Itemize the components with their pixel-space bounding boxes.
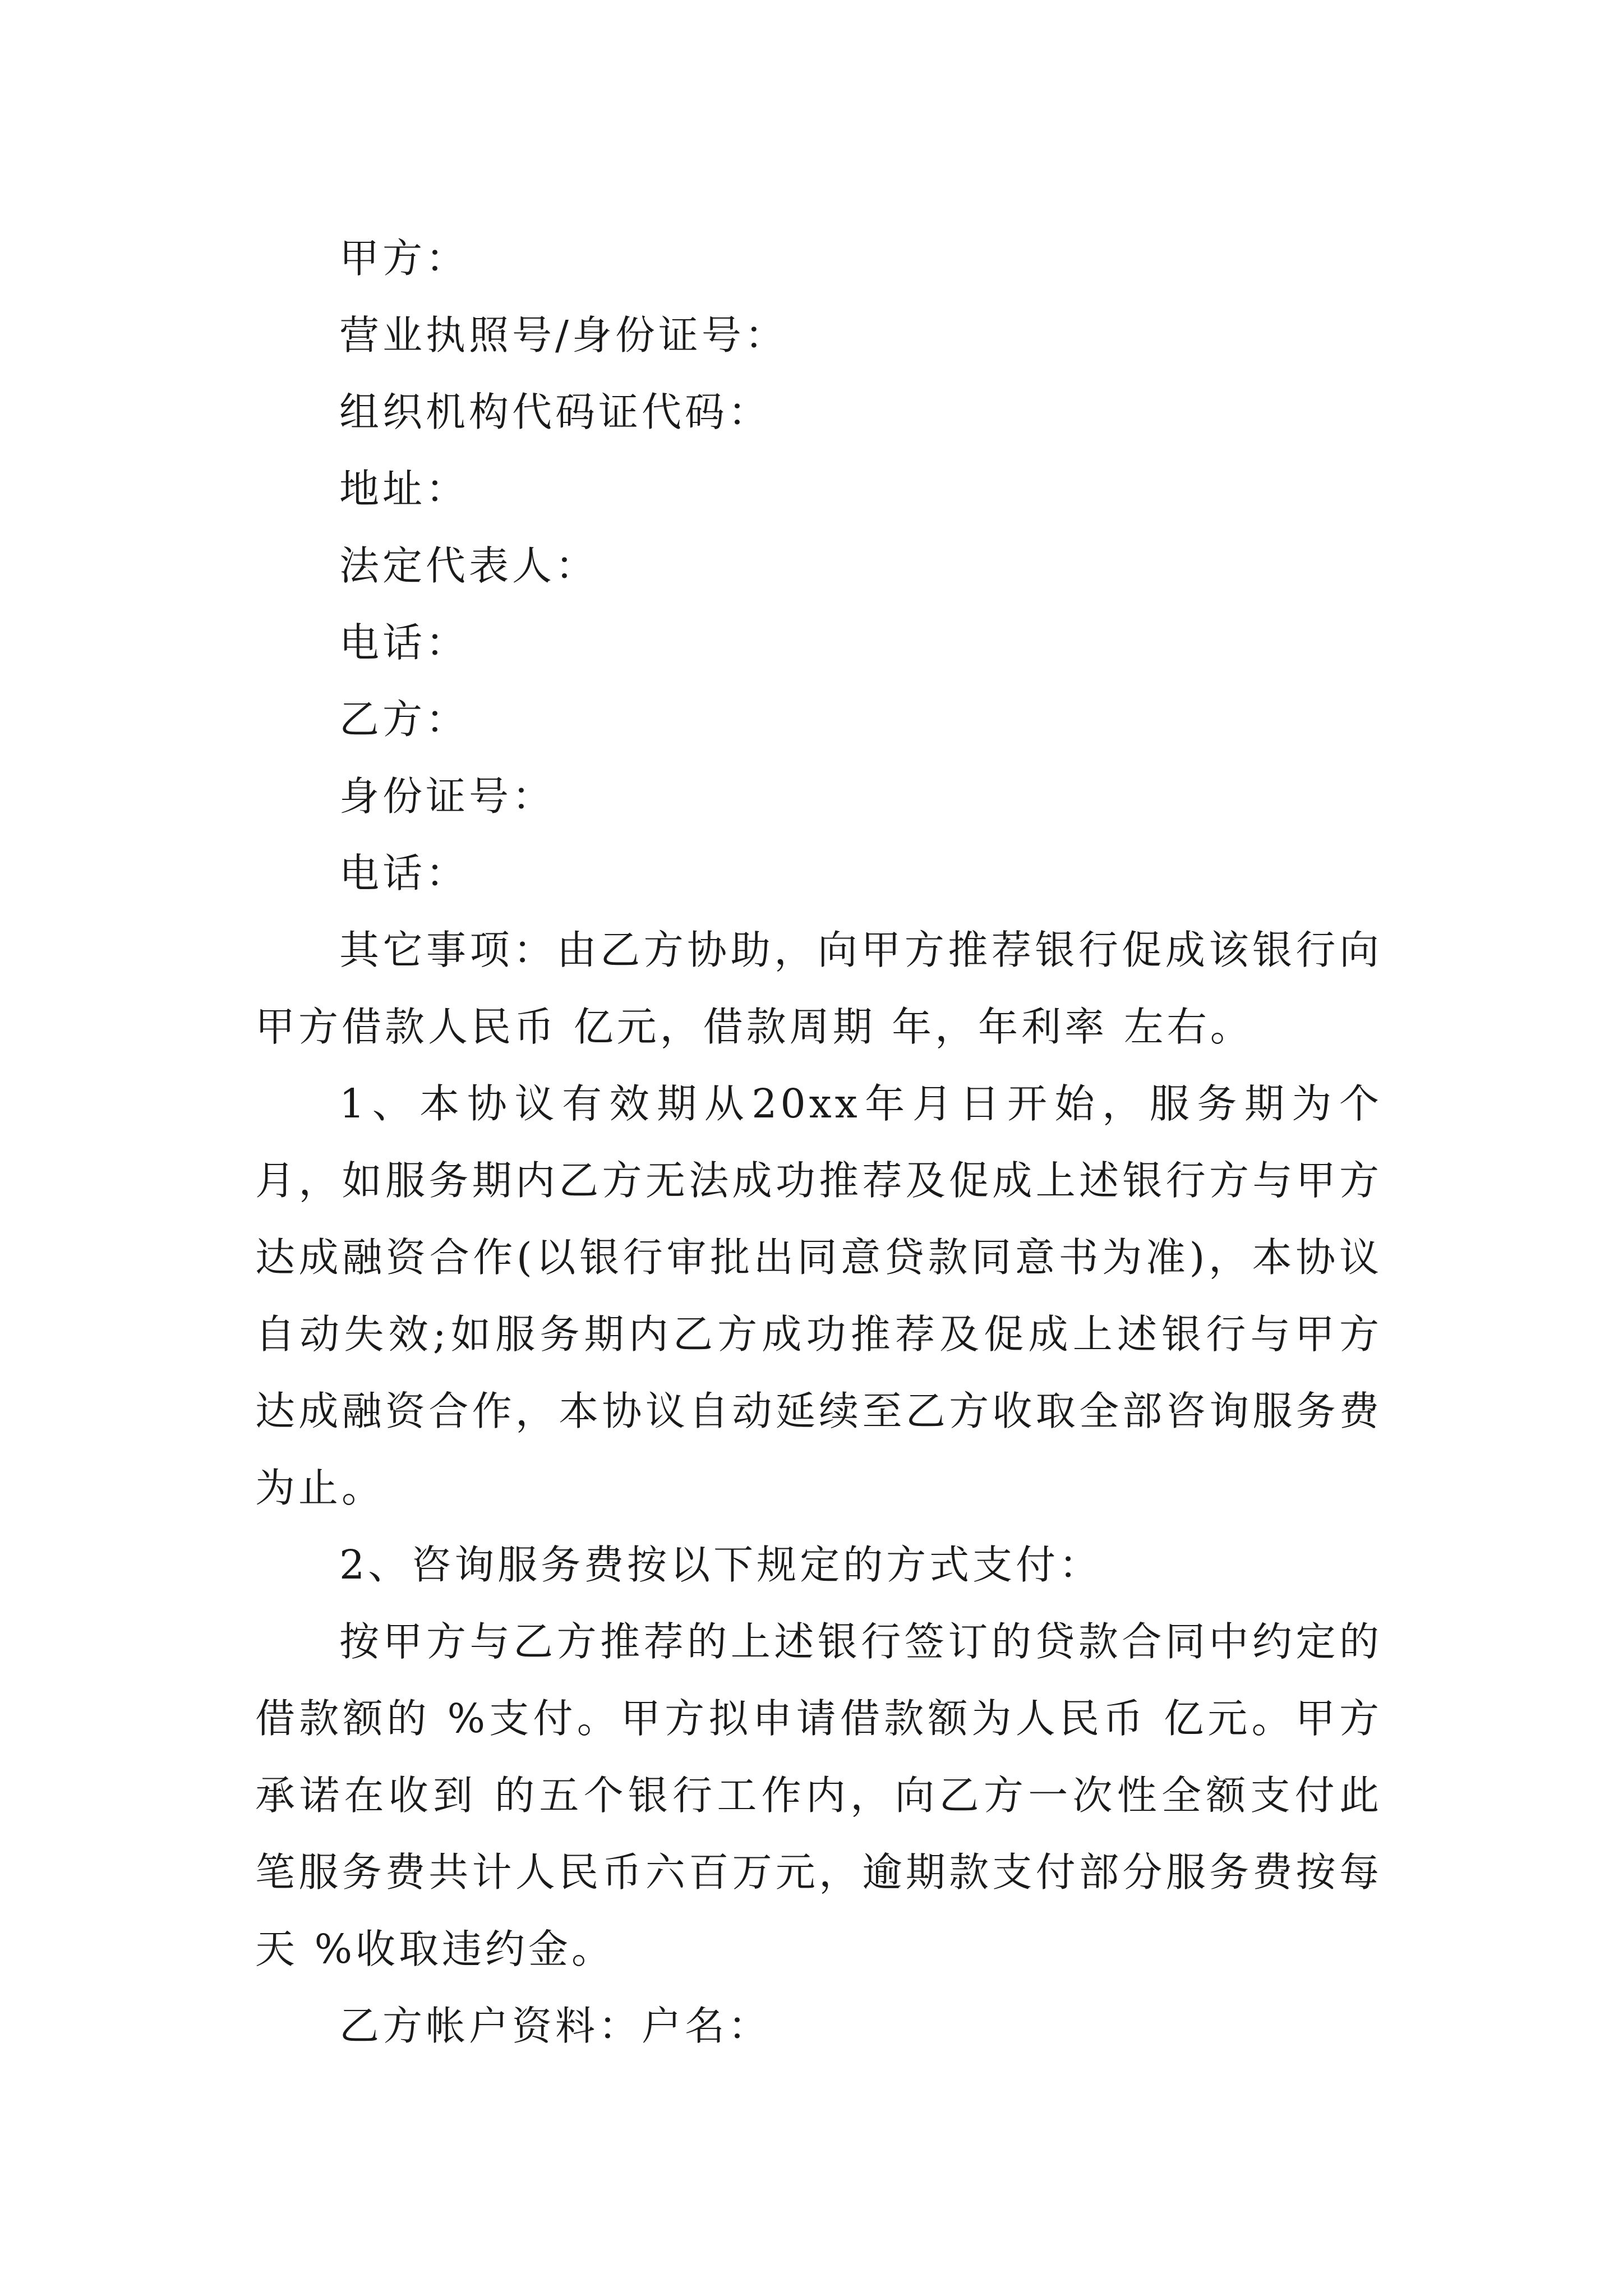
party-b-label: 乙方： <box>339 696 469 743</box>
party-a-label: 甲方： <box>339 235 469 282</box>
party-a-phone: 电话： <box>339 619 469 666</box>
clause-2-heading: 2、咨询服务费按以下规定的方式支付： <box>339 1542 1103 1588</box>
party-b-phone: 电话： <box>339 850 469 896</box>
party-a-legal-rep: 法定代表人： <box>339 542 599 589</box>
other-matters-paragraph: 其它事项：由乙方协助，向甲方推荐银行促成该银行向甲方借款人民币 亿元，借款周期 年，年利率 左右。 <box>255 927 1382 1050</box>
party-a-address: 地址： <box>339 466 469 512</box>
party-b-id-number: 身份证号： <box>339 773 556 820</box>
clause-1-paragraph: 1、本协议有效期从20xx年月日开始，服务期为个月，如服务期内乙方无法成功推荐及促成上述银行方与甲方达成融资合作(以银行审批出同意贷款同意书为准)，本协议自动失效;如服务期内乙方成功推荐及促成上述银行与甲方达成融资合作，本协议自动延续至乙方收取全部咨询服务费为止。 <box>255 1080 1382 1511</box>
party-a-org-code: 组织机构代码证代码： <box>339 389 772 435</box>
party-a-license-id: 营业执照号/身份证号： <box>339 312 788 358</box>
document-body <box>255 220 1382 2064</box>
account-info-line: 乙方帐户资料：户名： <box>339 2003 772 2049</box>
payment-terms-paragraph: 按甲方与乙方推荐的上述银行签订的贷款合同中约定的借款额的 %支付。甲方拟申请借款额为人民币 亿元。甲方承诺在收到 的五个银行工作内，向乙方一次性全额支付此笔服务费共计人民币六百万元，逾期款支付部分服务费按每天 %收取违约金。 <box>255 1618 1382 1972</box>
